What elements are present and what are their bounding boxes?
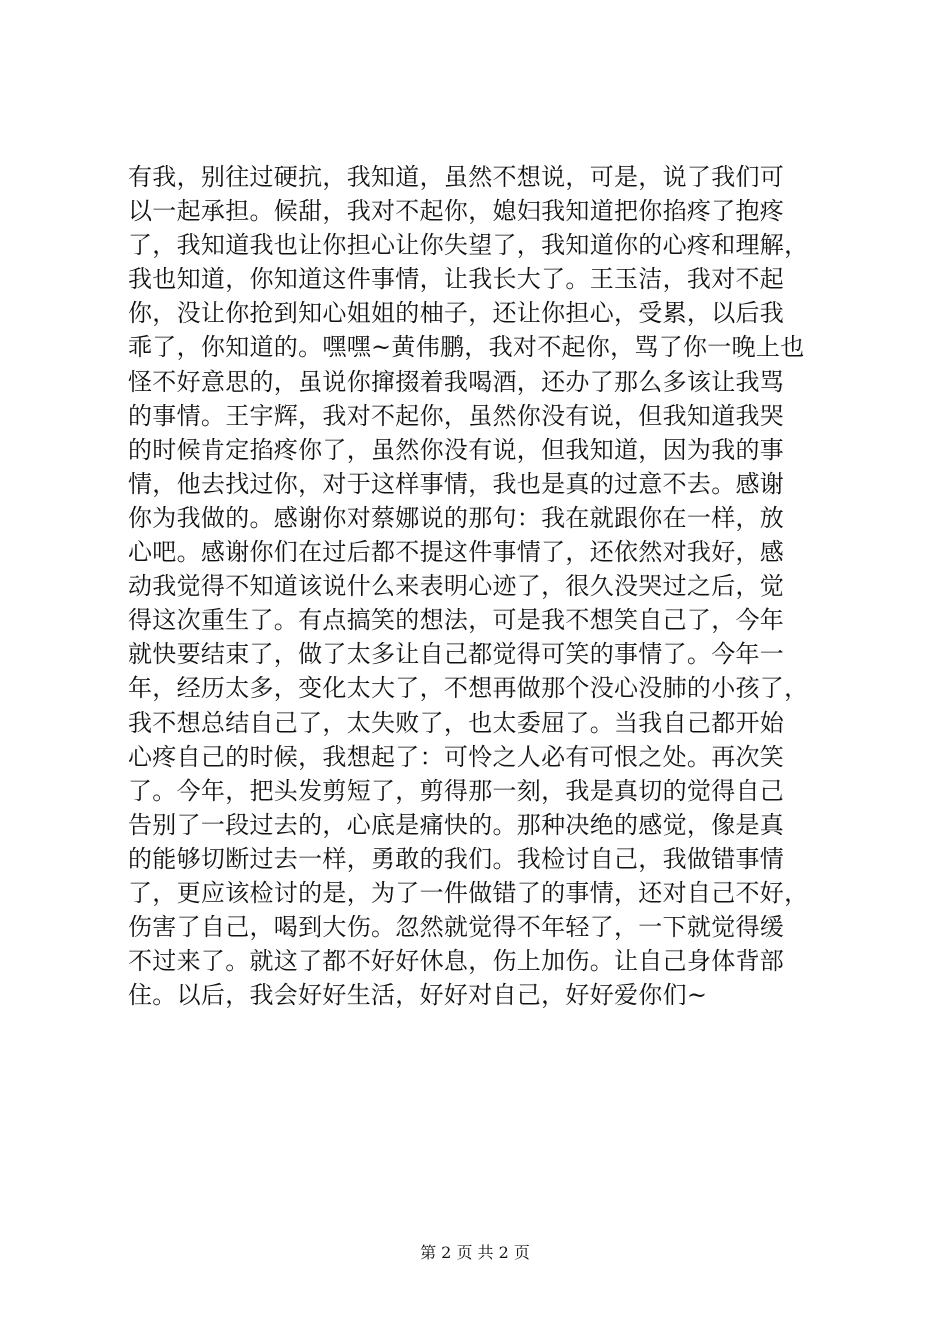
text-line: 了。今年，把头发剪短了，剪得那一刻，我是真切的觉得自己 [128,776,785,805]
text-line: 的时候肯定掐疼你了，虽然你没有说，但我知道，因为我的事 [128,435,785,464]
text-line: 有我，别往过硬抗，我知道，虽然不想说，可是，说了我们可 [128,163,785,191]
text-line: 了，我知道我也让你担心让你失望了，我知道你的心疼和理解， [128,231,809,260]
text-line: 心吧。感谢你们在过后都不提这件事情了，还依然对我好，感 [128,538,785,567]
text-line: 住。以后，我会好好生活，好好对自己，好好爱你们~ [128,981,708,1010]
text-line: 得这次重生了。有点搞笑的想法，可是我不想笑自己了，今年 [128,606,785,635]
body-paragraph [128,160,828,1012]
text-line: 的事情。王宇辉，我对不起你，虽然你没有说，但我知道我哭 [128,401,785,430]
text-line: 年，经历太多，变化太大了，不想再做那个没心没肺的小孩了， [128,674,809,703]
text-line: 心疼自己的时候，我想起了：可怜之人必有可恨之处。再次笑 [128,742,785,771]
text-line: 以一起承担。候甜，我对不起你，媳妇我知道把你掐疼了抱疼 [128,197,785,226]
text-line: 伤害了自己，喝到大伤。忽然就觉得不年轻了，一下就觉得缓 [128,913,785,942]
text-line: 不过来了。就这了都不好好休息，伤上加伤。让自己身体背部 [128,947,785,976]
text-line: 我不想总结自己了，太失败了，也太委屈了。当我自己都开始 [128,708,785,737]
text-line: 就快要结束了，做了太多让自己都觉得可笑的事情了。今年一 [128,640,785,669]
page-number-footer: 第 2 页 共 2 页 [420,1243,530,1262]
text-line: 情，他去找过你，对于这样事情，我也是真的过意不去。感谢 [128,469,785,498]
text-line: 你，没让你抢到知心姐姐的柚子，还让你担心，受累，以后我 [128,299,785,328]
text-line: 乖了，你知道的。嘿嘿~黄伟鹏，我对不起你，骂了你一晚上也 [128,333,805,362]
text-line: 我也知道，你知道这件事情，让我长大了。王玉洁，我对不起 [128,265,785,294]
text-line: 动我觉得不知道该说什么来表明心迹了，很久没哭过之后，觉 [128,572,785,601]
text-line: 告别了一段过去的，心底是痛快的。那种决绝的感觉，像是真 [128,810,785,839]
text-line: 了，更应该检讨的是，为了一件做错了的事情，还对自己不好， [128,878,809,907]
text-line: 你为我做的。感谢你对蔡娜说的那句：我在就跟你在一样，放 [128,503,785,532]
text-line: 的能够切断过去一样，勇敢的我们。我检讨自己，我做错事情 [128,844,785,873]
text-line: 怪不好意思的，虽说你撺掇着我喝酒，还办了那么多该让我骂 [128,367,785,396]
